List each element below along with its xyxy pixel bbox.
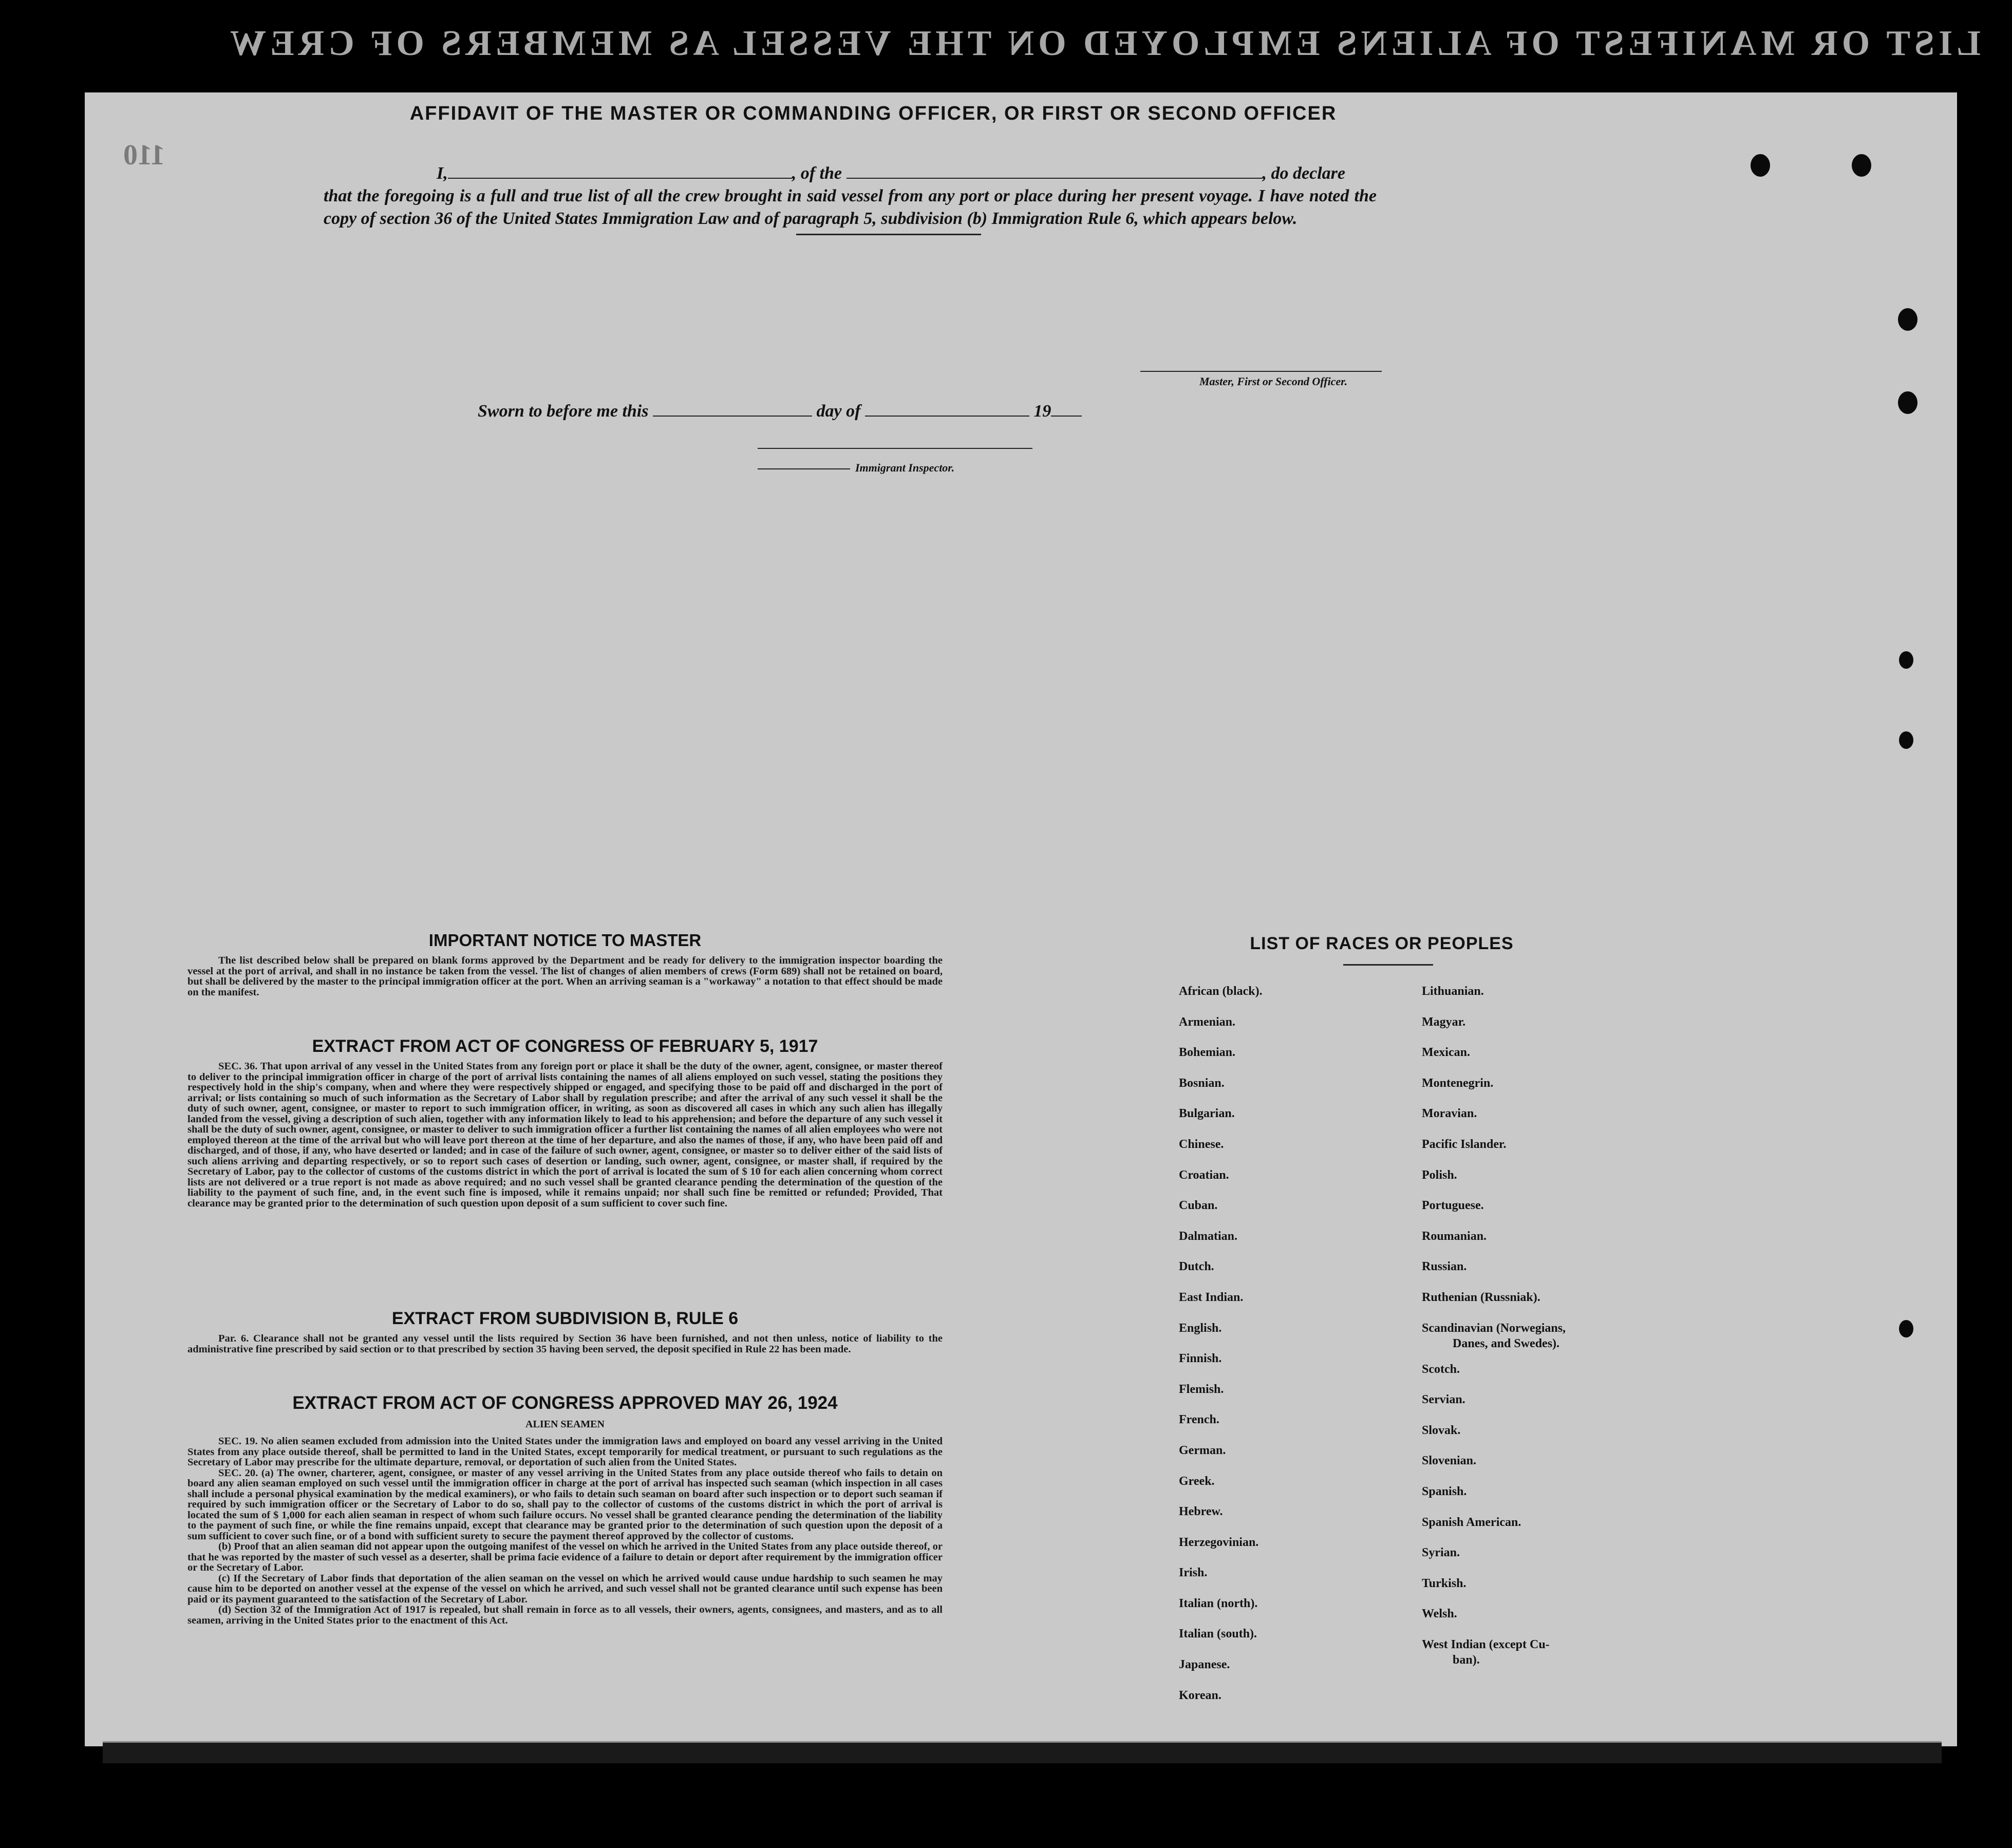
sworn-day-of: day of — [816, 402, 861, 421]
race-item: Slovak. — [1422, 1423, 1461, 1437]
race-item: French. — [1179, 1413, 1219, 1427]
race-item: Lithuanian. — [1422, 985, 1484, 998]
signature-label: Master, First or Second Officer. — [1199, 375, 1348, 388]
affidavit-statement — [324, 162, 1377, 230]
extract-1924-sec20c: (c) If the Secretary of Labor finds that deportation of the alien seaman on the vessel on which he arrived would cause undue hardship to such seamen he may cause him to be deported on another vessel at the expense of the vessel on which he arrived, and such vessel shall not be granted clearance until such expense has been paid or its payment guaranteed to the satisfaction of the Secretary of Labor. — [187, 1572, 943, 1605]
race-item: Hebrew. — [1179, 1505, 1223, 1519]
binder-hole — [1899, 731, 1913, 749]
extract-rule6-title: EXTRACT FROM SUBDIVISION B, RULE 6 — [391, 1309, 739, 1328]
binder-hole — [1899, 651, 1913, 669]
race-item: Japanese. — [1179, 1658, 1230, 1672]
inspector-signature-line[interactable] — [758, 448, 1032, 449]
race-item: Danes, and Swedes). — [1453, 1336, 1560, 1350]
races-underline — [1343, 964, 1433, 966]
race-item: West Indian (except Cu- — [1422, 1637, 1550, 1651]
affidavit-title: AFFIDAVIT OF THE MASTER OR COMMANDING OFFICER, OR FIRST OR SECOND OFFICER — [409, 103, 1337, 124]
race-item: East Indian. — [1179, 1290, 1244, 1304]
race-item: Magyar. — [1422, 1015, 1466, 1029]
extract-1924-sec19: SEC. 19. No alien seamen excluded from admission into the United States under the immigration laws and employed on board any vessel arriving in the United States from any place outside thereof, shall be permitted to land in the United States, except temporarily for medical treatment, or pursuant to such regulations as the Secretary of Labor may prescribe for the ultimate departure, removal, or deportation of such alien from the United States. — [187, 1436, 943, 1468]
extract-1924-title: EXTRACT FROM ACT OF CONGRESS APPROVED MAY 26, 1924 — [292, 1393, 838, 1413]
bleed-through-header: LIST OR MANIFEST OF ALIENS EMPLOYED ON THE VESSEL AS MEMBERS OF CREW — [226, 24, 1981, 63]
race-item: Servian. — [1422, 1393, 1465, 1407]
extract-1924-sec20a: SEC. 20. (a) The owner, charterer, agent, consignee, or master of any vessel arriving in the United States from any place outside thereof who fails to detain on board any alien seaman employed on such vessel until the immigration officer in charge at the port of arrival has inspected such seaman (which inspection in all cases shall include a personal physical examination by the medical examiners), or who fails to detain such seaman on board after such inspection or to deport such seaman if required by such immigration officer or the Secretary of Labor to do so, shall pay to the collector of customs of the customs district in which the port of arrival is located the sum of $ 1,000 for each alien seaman in respect of whom such failure occurs. No vessel shall be granted clearance pending the determination of the liability to the payment of such fine, or while the fine remains unpaid, except that clearance may be granted prior to the determination of such question upon the deposit of a sum sufficient to cover such fine, or of a bond with sufficient surety to secure the payment thereof approved by the collector of customs. — [187, 1467, 943, 1542]
notice-text — [187, 955, 943, 997]
race-item: African (black). — [1179, 985, 1263, 998]
extract-1917-text — [187, 1061, 943, 1209]
extract-1924-subtitle: ALIEN SEAMEN — [525, 1419, 605, 1430]
race-item: German. — [1179, 1443, 1226, 1457]
affidavit-declare: , do declare — [1262, 164, 1345, 183]
extract-1924-sec20d: (d) Section 32 of the Immigration Act of 1917 is repealed, but shall remain in force as to all vessels, their owners, agents, consignees, and masters, and as to all seamen, arriving in the United States prior to the enactment of this Act. — [187, 1604, 943, 1626]
races-right-column — [1422, 985, 1566, 1684]
race-item: Finnish. — [1179, 1352, 1222, 1366]
race-item: Ruthenian (Russniak). — [1422, 1290, 1540, 1304]
race-item: Portuguese. — [1422, 1199, 1484, 1213]
race-item: Russian. — [1422, 1260, 1467, 1274]
extract-rule6-text — [187, 1333, 943, 1354]
notice-paragraph: The list described below shall be prepared on blank forms approved by the Department and be ready for delivery to the immigration inspector boarding the vessel at the port of arrival, and shall in no instance be taken from the vessel. The list of changes of alien members of crews (Form 689) shall not be retained on board, but shall be delivered by the master to the principal immigration officer at the port. When an arriving seaman is a "workaway" a notation to that effect should be made on the manifest. — [187, 955, 943, 998]
sworn-year: 19 — [1033, 402, 1051, 421]
race-item: Roumanian. — [1422, 1229, 1487, 1243]
race-item: Croatian. — [1179, 1168, 1229, 1182]
race-item: Chinese. — [1179, 1137, 1224, 1151]
extract-1924-sec20b: (b) Proof that an alien seaman did not appear upon the outgoing manifest of the vessel on which he arrived in the United States from any place outside thereof, or that he was reported by the master of such vessel as a deserter, shall be prima facie evidence of a failure to detain or deport after requirement by the immigration officer or the Secretary of Labor. — [187, 1541, 943, 1573]
race-item: Scandinavian (Norwegians, — [1422, 1321, 1566, 1335]
race-item: Moravian. — [1422, 1107, 1477, 1121]
race-item: Pacific Islander. — [1422, 1137, 1507, 1151]
race-item: Greek. — [1179, 1474, 1215, 1488]
races-title: LIST OF RACES OR PEOPLES — [1250, 934, 1514, 953]
race-item: Turkish. — [1422, 1576, 1466, 1590]
race-item: English. — [1179, 1321, 1222, 1335]
race-item: Mexican. — [1422, 1046, 1470, 1060]
race-item: ban). — [1453, 1653, 1480, 1667]
extract-1924-text — [187, 1436, 943, 1626]
race-item: Montenegrin. — [1422, 1076, 1494, 1090]
race-item: Irish. — [1179, 1566, 1208, 1580]
binder-hole — [1898, 391, 1917, 414]
sworn-line — [478, 402, 1082, 421]
sworn-year-blank[interactable] — [1051, 402, 1082, 417]
inspector-label: Immigrant Inspector. — [855, 461, 955, 474]
inspector-short-line — [758, 468, 850, 469]
binder-hole — [1898, 308, 1917, 331]
race-item: Polish. — [1422, 1168, 1457, 1182]
race-item: Bohemian. — [1179, 1046, 1236, 1060]
bleed-through-number: 110 — [123, 139, 165, 171]
race-item: Dalmatian. — [1179, 1229, 1237, 1243]
race-item: Bulgarian. — [1179, 1107, 1235, 1121]
race-item: Scotch. — [1422, 1362, 1460, 1376]
race-item: Korean. — [1179, 1688, 1221, 1702]
sworn-month-blank[interactable] — [865, 402, 1029, 417]
race-item: Spanish. — [1422, 1484, 1467, 1498]
race-item: Armenian. — [1179, 1015, 1235, 1029]
race-item: Slovenian. — [1422, 1454, 1477, 1468]
race-item: Welsh. — [1422, 1607, 1457, 1621]
extract-rule6-paragraph: Par. 6. Clearance shall not be granted any vessel until the lists required by Section 36 have been furnished, and not then unless, notice of liability to the administrative fine prescribed by said section or to that prescribed by section 35 having been served, the deposit specified in Rule 22 has been made. — [187, 1333, 943, 1355]
sworn-prefix: Sworn to before me this — [478, 402, 649, 421]
signature-line[interactable] — [1140, 371, 1382, 372]
affidavit-of-the: , of the — [792, 164, 842, 183]
sworn-date-blank[interactable] — [653, 402, 812, 417]
race-item: Spanish American. — [1422, 1515, 1521, 1529]
affidavit-i: I, — [437, 164, 448, 183]
extract-1917-paragraph: SEC. 36. That upon arrival of any vessel in the United States from any foreign port or place it shall be the duty of the owner, agent, consignee, or master thereof to deliver to the principal immigration officer in charge of the port of arrival lists containing the names of all aliens employed on such vessel, stating the positions they respectively hold in the ship's company, when and where they were respectively shipped or engaged, and specifying those to be paid off and discharged in the port of arrival; or lists containing so much of such information as the Secretary of Labor shall by regulation prescribe; and after the arrival of any such vessel it shall be the duty of such owner, agent, consignee, or master to report to such immigration officer, in writing, as soon as discovered all cases in which any such alien has illegally landed from the vessel, giving a description of such alien, together with any information likely to lead to his apprehension; and before the departure of any such vessel it shall be the duty of such owner, agent, consignee, or master to deliver to such immigration officer a further list containing the names of all alien employees who were not employed thereon at the time of the arrival but who will leave port thereon at the time of her departure, and also the names of those, if any, who have been paid off and discharged, and of those, if any, who have deserted or landed; and in case of the failure of such owner, agent, consignee, or master so to deliver either of the said lists of such aliens arriving and departing respectively, or so to report such cases of desertion or landing, such owner, agent, consignee, or master shall, if required by the Secretary of Labor, pay to the collector of customs of the customs district in which the port of arrival is located the sum of $ 10 for each alien concerning whom correct lists are not delivered or a true report is not made as above required; and no such vessel shall be granted clearance pending the determination of the question of the liability to the payment of such fine, and, in the event such fine is imposed, while it remains unpaid; nor shall such fine be remitted or refunded; Provided, That clearance may be granted prior to the determination of such question upon deposit of a sum sufficient to cover such fine. — [187, 1061, 943, 1209]
name-blank[interactable] — [448, 164, 792, 179]
race-item: Italian (south). — [1179, 1627, 1257, 1641]
title-underline — [796, 234, 981, 235]
binder-hole — [1751, 154, 1770, 177]
binder-hole — [1899, 1320, 1913, 1337]
race-item: Dutch. — [1179, 1260, 1214, 1274]
race-item: Bosnian. — [1179, 1076, 1225, 1090]
race-item: Cuban. — [1179, 1199, 1218, 1213]
affidavit-body: that the foregoing is a full and true list of all the crew brought in said vessel from any port or place during her present voyage. I have noted the copy of section 36 of the United States Immigration Law and of paragraph 5, subdivision (b) Immigration Rule 6, which appears below. — [324, 186, 1377, 228]
races-left-column — [1179, 985, 1263, 1720]
vessel-blank[interactable] — [847, 164, 1263, 179]
extract-1917-title: EXTRACT FROM ACT OF CONGRESS OF FEBRUARY 5, 1917 — [312, 1036, 818, 1056]
notice-title: IMPORTANT NOTICE TO MASTER — [428, 931, 702, 950]
race-item: Syrian. — [1422, 1546, 1460, 1560]
binder-hole — [1852, 154, 1871, 177]
race-item: Italian (north). — [1179, 1596, 1258, 1610]
paper-edge — [103, 1741, 1942, 1763]
race-item: Flemish. — [1179, 1382, 1224, 1396]
race-item: Herzegovinian. — [1179, 1535, 1259, 1549]
